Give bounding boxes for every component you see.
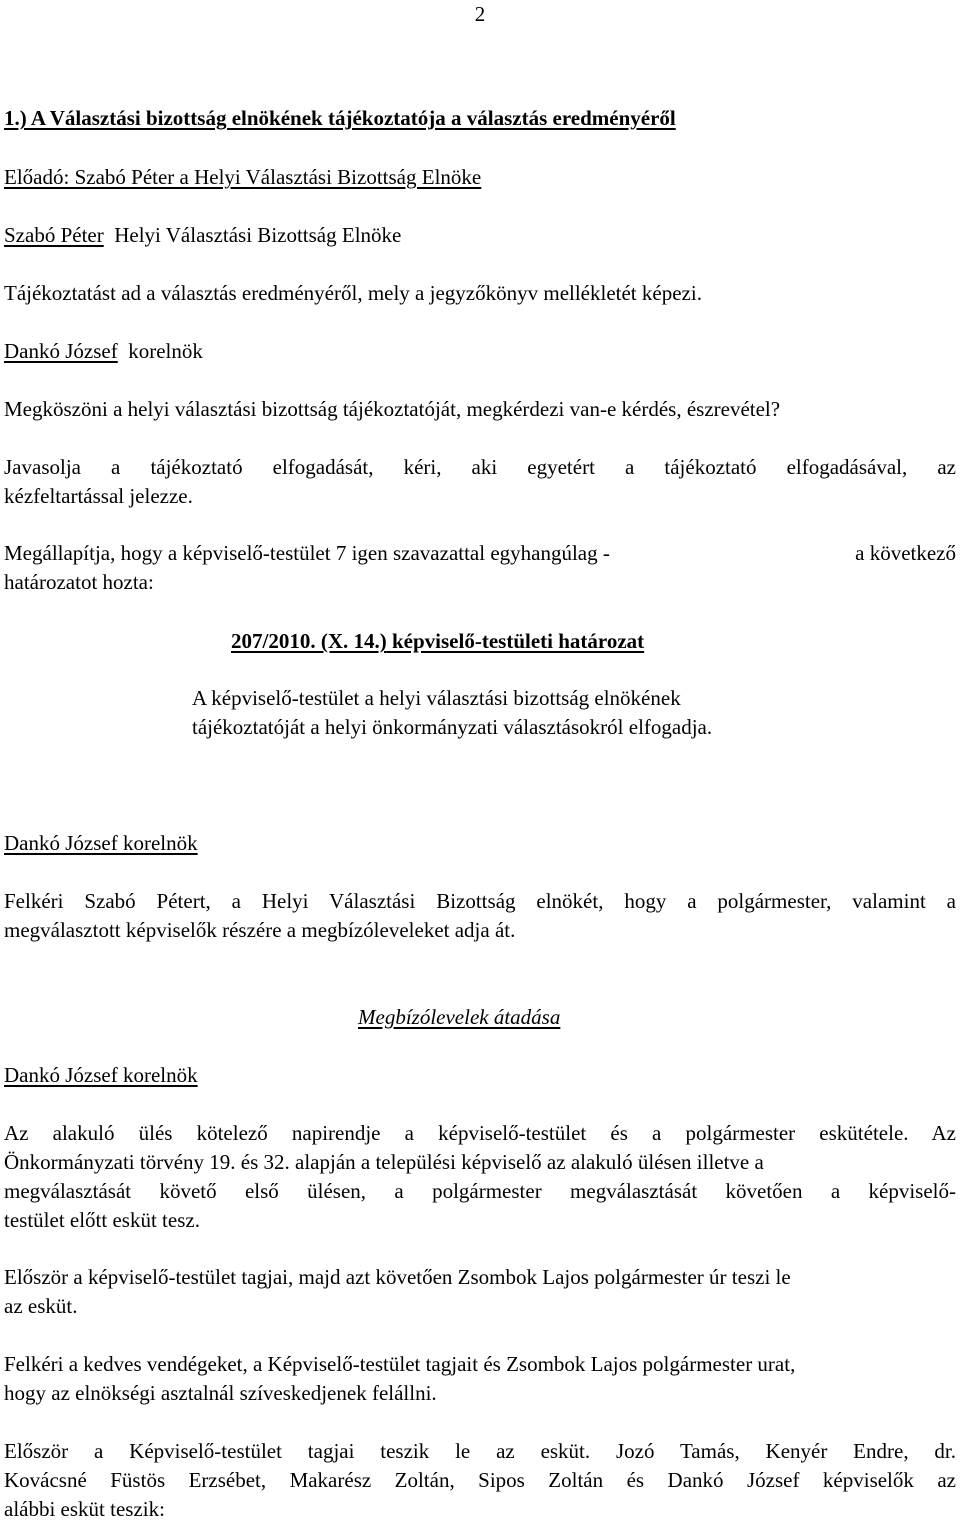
speaker-line: Dankó József korelnök	[4, 1063, 198, 1087]
speaker-name: Dankó József	[4, 339, 118, 363]
paragraph-line: Kovácsné Füstös Erzsébet, Makarész Zoltán, Sipos Zoltán és Dankó József képviselők az	[4, 1468, 956, 1492]
paragraph: Megköszöni a helyi választási bizottság tájékoztatóját, megkérdezi van-e kérdés, észrevétel?	[4, 397, 781, 421]
speaker-line: Dankó József korelnök	[4, 831, 198, 855]
resolution-title: képviselő-testületi határozat	[392, 629, 645, 653]
paragraph-line: Felkéri a kedves vendégeket, a Képviselő-testület tagjait és Zsombok Lajos polgármester urat,	[4, 1352, 796, 1376]
paragraph-line: Felkéri Szabó Pétert, a Helyi Választási Bizottság elnökét, hogy a polgármester, valamint a	[4, 889, 956, 913]
resolution-text: A képviselő-testület a helyi választási bizottság elnökének	[192, 686, 681, 710]
paragraph-line-end: a következő	[855, 541, 956, 565]
paragraph-line: megválasztott képviselők részére a megbízóleveleket adja át.	[4, 918, 516, 942]
paragraph-line: Javasolja a tájékoztató elfogadását, kéri, aki egyetért a tájékoztató elfogadásával, az	[4, 455, 956, 479]
paragraph-line: Önkormányzati törvény 19. és 32. alapján a települési képviselő az alakuló ülésen illetve a	[4, 1150, 764, 1174]
resolution-number: 207/2010. (X. 14.)	[231, 629, 387, 653]
paragraph-line: hogy az elnökségi asztalnál szíveskedjenek felállni.	[4, 1381, 437, 1405]
paragraph-line: testület előtt esküt tesz.	[4, 1208, 200, 1232]
paragraph-line: Először a képviselő-testület tagjai, majd azt követően Zsombok Lajos polgármester úr teszi le	[4, 1265, 791, 1289]
speaker-role: korelnök	[128, 339, 203, 363]
speaker-role: Helyi Választási Bizottság Elnöke	[114, 223, 402, 247]
paragraph-line: Az alakuló ülés kötelező napirendje a képviselő-testület és a polgármester eskütétele. Az	[4, 1121, 956, 1145]
paragraph-line: alábbi esküt teszik:	[4, 1497, 165, 1521]
paragraph-line: határozatot hozta:	[4, 570, 154, 594]
agenda-title: 1.) A Választási bizottság elnökének tájékoztatója a választás eredményéről	[4, 106, 676, 130]
paragraph-line: Megállapítja, hogy a képviselő-testület 7 igen szavazattal egyhangúlag -	[4, 541, 610, 565]
resolution-text: tájékoztatóját a helyi önkormányzati választásokról elfogadja.	[192, 715, 713, 739]
speaker-line	[4, 337, 203, 366]
paragraph: Tájékoztatást ad a választás eredményéről, mely a jegyzőkönyv mellékletét képezi.	[4, 281, 702, 305]
paragraph-line: kézfeltartással jelezze.	[4, 484, 193, 508]
paragraph-line: az esküt.	[4, 1294, 78, 1318]
paragraph-line: Először a Képviselő-testület tagjai teszik le az esküt. Jozó Tamás, Kenyér Endre, dr.	[4, 1439, 956, 1463]
speaker-name: Szabó Péter	[4, 223, 104, 247]
page-number: 2	[474, 2, 486, 26]
resolution-heading	[231, 627, 644, 656]
speaker-line	[4, 221, 401, 250]
paragraph-line: megválasztását követő első ülésen, a polgármester megválasztását követően a képviselő-	[4, 1179, 956, 1203]
presenter-line: Előadó: Szabó Péter a Helyi Választási Bizottság Elnöke	[4, 165, 482, 189]
section-heading: Megbízólevelek átadása	[358, 1005, 561, 1029]
